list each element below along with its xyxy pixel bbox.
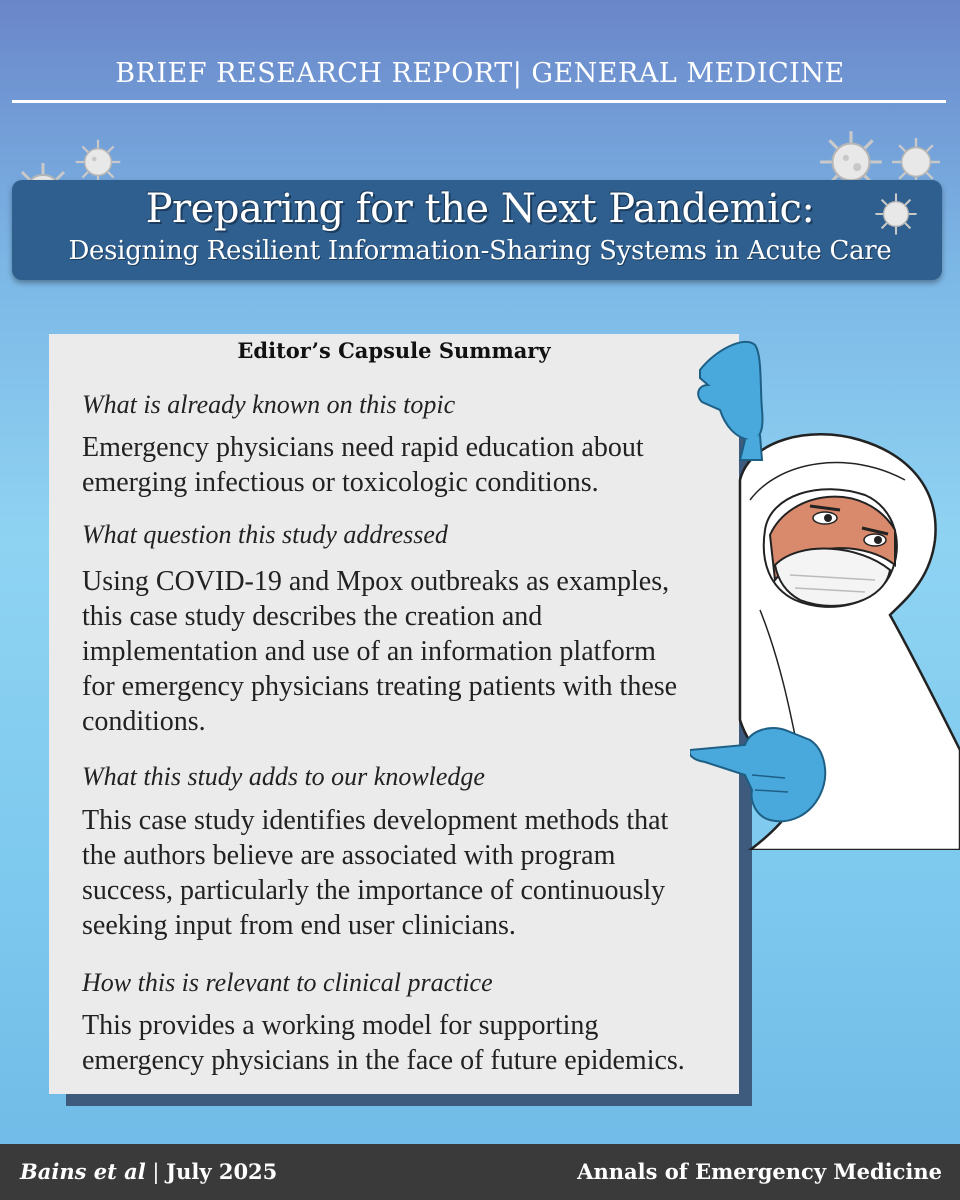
section-answer <box>82 564 730 739</box>
page-title: Preparing for the Next Pandemic: <box>145 186 815 232</box>
section-answer <box>82 430 730 500</box>
answer-line: implementation and use of an information platform <box>82 636 656 667</box>
header-label: BRIEF RESEARCH REPORT| GENERAL MEDICINE <box>115 58 845 89</box>
section-question: What question this study addressed <box>82 520 448 549</box>
footer-bar <box>0 1144 960 1200</box>
footer-date: July 2025 <box>166 1159 278 1184</box>
answer-line: this case study describes the creation and <box>82 601 543 632</box>
answer-line: emergency physicians in the face of future epidemics. <box>82 1045 685 1076</box>
answer-line: seeking input from end user clinicians. <box>82 910 516 941</box>
footer-separator: | <box>145 1160 167 1184</box>
answer-line: This case study identifies development methods that <box>82 805 669 836</box>
footer-author: Bains et al <box>20 1159 146 1184</box>
footer-journal: Annals of Emergency Medicine <box>577 1159 942 1184</box>
section-answer <box>82 1008 730 1078</box>
section-question: How this is relevant to clinical practice <box>82 968 493 997</box>
page-subtitle: Designing Resilient Information-Sharing Systems in Acute Care <box>68 236 892 266</box>
answer-line: success, particularly the importance of continuously <box>82 875 666 906</box>
answer-line: the authors believe are associated with program <box>82 840 616 871</box>
answer-line: This provides a working model for supporting <box>82 1010 599 1041</box>
section-question: What this study adds to our knowledge <box>82 762 485 791</box>
section-answer <box>82 803 730 943</box>
answer-line: conditions. <box>82 706 206 737</box>
capsule-summary-heading: Editor’s Capsule Summary <box>237 338 551 363</box>
header-divider <box>12 100 946 103</box>
footer-citation <box>20 1159 277 1184</box>
answer-line: emerging infectious or toxicologic conditions. <box>82 467 599 498</box>
answer-line: Using COVID-19 and Mpox outbreaks as examples, <box>82 566 670 597</box>
answer-line: Emergency physicians need rapid education about <box>82 432 644 463</box>
answer-line: for emergency physicians treating patients with these <box>82 671 678 702</box>
ppe-health-worker-illustration <box>690 330 960 850</box>
section-question: What is already known on this topic <box>82 390 456 419</box>
